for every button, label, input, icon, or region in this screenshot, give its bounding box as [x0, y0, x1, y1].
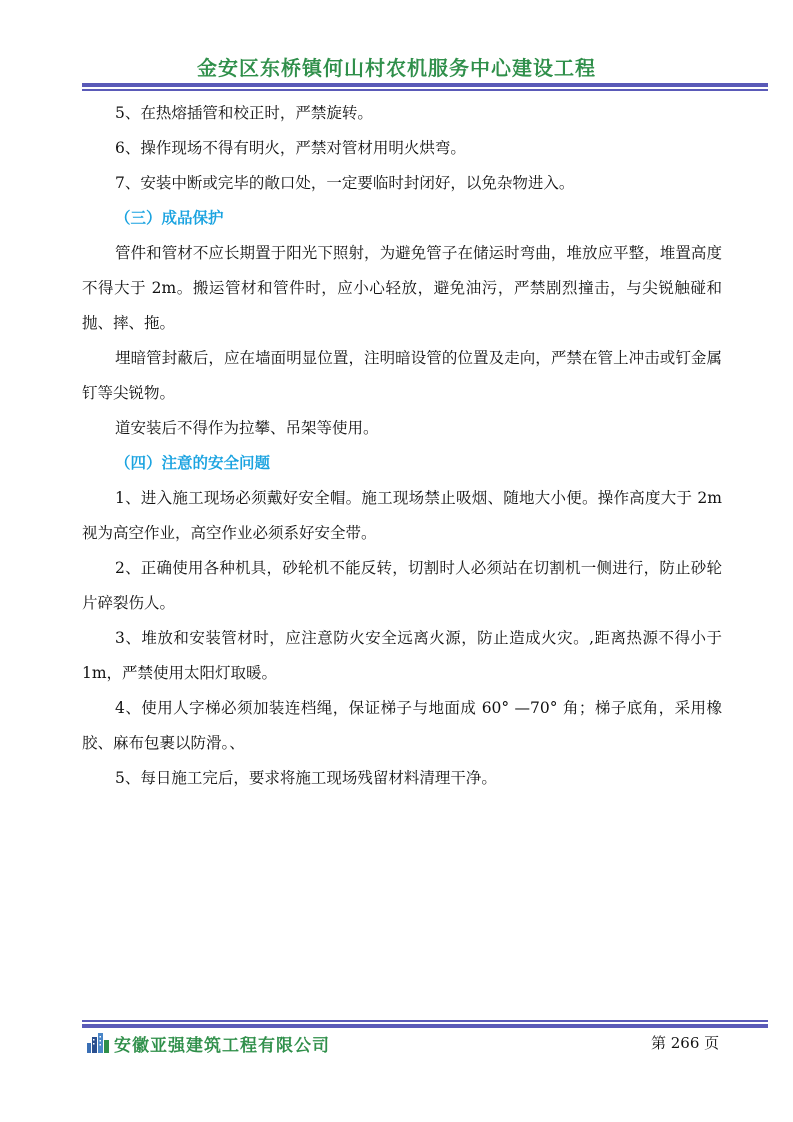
header-rule-thick: [82, 83, 768, 87]
footer-page-number: 第 266 页: [651, 1034, 720, 1052]
section-heading: （三）成品保护: [115, 209, 224, 227]
page-header-title: 金安区东桥镇何山村农机服务中心建设工程: [197, 56, 596, 80]
paragraph: 5、每日施工完后，要求将施工现场残留材料清理干净。: [115, 769, 497, 787]
paragraph: 管件和管材不应长期置于阳光下照射，为避免管子在储运时弯曲，堆放应平整，堆置高度不得大于 2m。搬运管材和管件时，应小心轻放，避免油污，严禁剧烈撞击，与尖锐触碰和抛、摔、拖。: [82, 244, 722, 332]
paragraph: 7、安装中断或完毕的敞口处，一定要临时封闭好，以免杂物进入。: [115, 174, 575, 192]
header-rule-thin: [82, 89, 768, 91]
paragraph: 1、进入施工现场必须戴好安全帽。施工现场禁止吸烟、随地大小便。操作高度大于 2m 视为高空作业，高空作业必须系好安全带。: [82, 489, 722, 542]
footer-rule-thin: [82, 1020, 768, 1022]
section-heading: （四）注意的安全问题: [115, 454, 271, 472]
paragraph: 埋暗管封蔽后，应在墙面明显位置，注明暗设管的位置及走向，严禁在管上冲击或钉金属钉等尖锐物。: [82, 349, 722, 402]
footer-company-name: 安徽亚强建筑工程有限公司: [114, 1036, 330, 1056]
paragraph: 6、操作现场不得有明火，严禁对管材用明火烘弯。: [115, 139, 466, 157]
paragraph: 5、在热熔插管和校正时，严禁旋转。: [115, 104, 373, 122]
footer-rule-thick: [82, 1024, 768, 1028]
paragraph: 2、正确使用各种机具，砂轮机不能反转，切割时人必须站在切割机一侧进行，防止砂轮片碎裂伤人。: [82, 559, 722, 612]
document-body: [82, 96, 722, 796]
paragraph: 3、堆放和安装管材时，应注意防火安全远离火源，防止造成火灾。,距离热源不得小于 1m，严禁使用太阳灯取暖。: [82, 629, 722, 682]
paragraph: 4、使用人字梯必须加装连档绳，保证梯子与地面成 60° —70° 角；梯子底角，采用橡胶、麻布包裹以防滑。、: [82, 699, 722, 752]
building-logo-icon: [86, 1031, 110, 1053]
paragraph: 道安装后不得作为拉攀、吊架等使用。: [115, 419, 379, 437]
